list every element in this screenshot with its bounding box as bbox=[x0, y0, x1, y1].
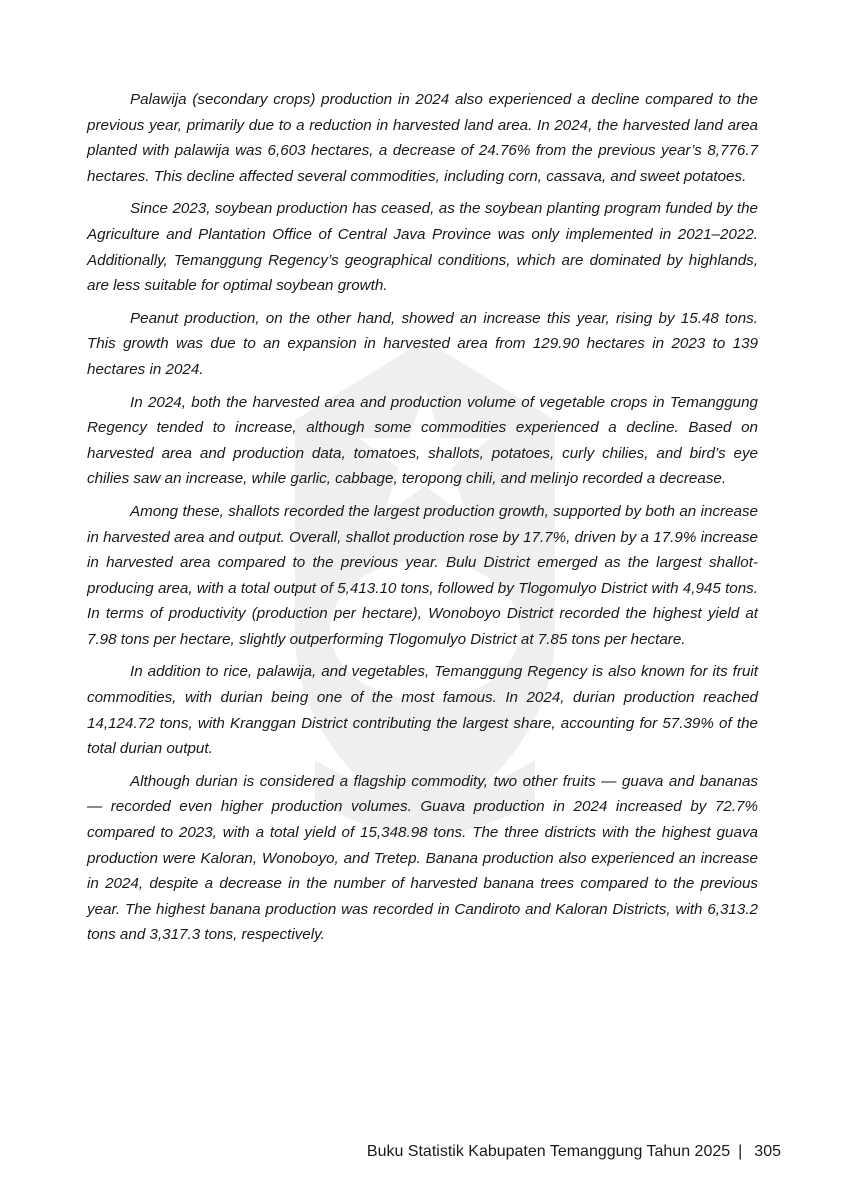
page-footer bbox=[367, 1141, 781, 1163]
paragraph-peanut: Peanut production, on the other hand, showed an increase this year, rising by 15.48 tons. This growth was due to an expansion in harvested area from 129.90 hectares in 2023 to 139 hectares in 2024. bbox=[87, 309, 758, 378]
paragraph-palawija: Palawija (secondary crops) production in 2024 also experienced a decline compared to the previous year, primarily due to a reduction in harvested land area. In 2024, the harvested land area planted with palawija was 6,603 hectares, a decrease of 24.76% from the previous year’s 8,776.7 hectares. This decline affected several commodities, including corn, cassava, and sweet potatoes. bbox=[87, 91, 758, 185]
page-number: 305 bbox=[754, 1143, 781, 1160]
paragraph-durian: In addition to rice, palawija, and vegetables, Temanggung Regency is also known for its fruit commodities, with durian being one of the most famous. In 2024, durian production reached 14,124.72 tons, with Kranggan District contributing the largest share, accounting for 57.39% of the total durian output. bbox=[87, 663, 758, 758]
paragraph-soybean: Since 2023, soybean production has ceased, as the soybean planting program funded by the Agriculture and Plantation Office of Central Java Province was only implemented in 2021–2022. Additionally, Temanggung Regency’s geographical conditions, which are dominated by highlands, are less suitable for optimal soybean growth. bbox=[87, 200, 758, 295]
body-text bbox=[87, 87, 758, 955]
paragraph-vegetables: In 2024, both the harvested area and production volume of vegetable crops in Temanggung Regency tended to increase, although some commodities experienced a decline. Based on harvested area and production data, tomatoes, shallots, potatoes, curly chilies, and bird’s eye chilies saw an increase, while garlic, cabbage, teropong chili, and melinjo recorded a decrease. bbox=[87, 393, 758, 488]
publication-title: Buku Statistik Kabupaten Temanggung Tahun 2025 bbox=[366, 1143, 731, 1160]
footer-separator: | bbox=[738, 1143, 743, 1160]
paragraph-shallots: Among these, shallots recorded the largest production growth, supported by both an increase in harvested area and output. Overall, shallot production rose by 17.7%, driven by a 17.9% increase in harvested area compared to the previous year. Bulu District emerged as the largest shallot-producing area, with a total output of 5,413.10 tons, followed by Tlogomulyo District with 4,945 tons. In terms of productivity (production per hectare), Wonoboyo District recorded the highest yield at 7.98 tons per hectare, slightly outperforming Tlogomulyo District at 7.85 tons per hectare. bbox=[87, 502, 758, 648]
paragraph-guava-banana: Although durian is considered a flagship commodity, two other fruits — guava and bananas — recorded even higher production volumes. Guava production in 2024 increased by 72.7% compared to 2023, with a total yield of 15,348.98 tons. The three districts with the highest guava production were Kaloran, Wonoboyo, and Tretep. Banana production also experienced an increase in 2024, despite a decrease in the number of harvested banana trees compared to the previous year. The highest banana production was recorded in Candiroto and Kaloran Districts, with 6,313.2 tons and 3,317.3 tons, respectively. bbox=[87, 772, 758, 944]
